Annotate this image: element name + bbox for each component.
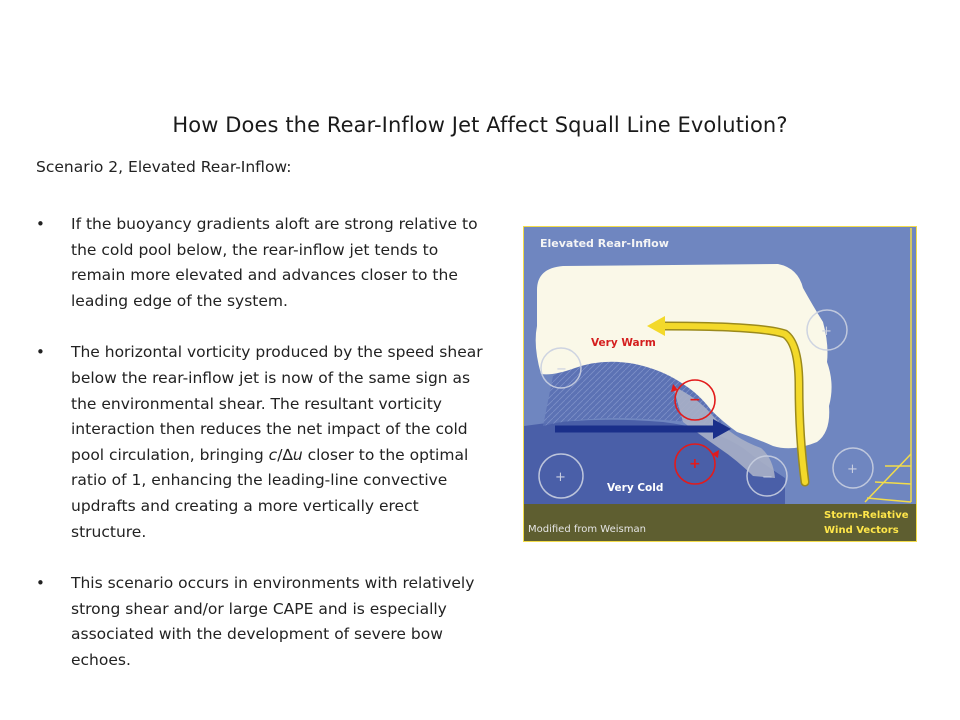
bullet-text: This scenario occurs in environments with relatively strong shear and/or large CAPE and is especially associated with the development of severe bow echoes.	[71, 574, 475, 669]
bullet-dot-icon: •	[36, 215, 45, 233]
bullet-item	[36, 340, 488, 545]
very-cold-label: Very Cold	[607, 482, 664, 494]
ratio-c: c	[268, 445, 278, 464]
bullet-dot-icon: •	[36, 574, 45, 593]
wind-vectors-label-line2: Wind Vectors	[824, 525, 899, 536]
diagram-title: Elevated Rear-Inflow	[540, 237, 669, 250]
gray-minus-sign: −	[762, 470, 773, 485]
bullet-list	[36, 212, 488, 700]
bullet-item	[36, 571, 488, 673]
gray-plus-sign: +	[821, 324, 832, 339]
page-title: How Does the Rear-Inflow Jet Affect Squall Line Evolution?	[172, 113, 788, 137]
diagram-svg	[523, 226, 917, 542]
ratio-delta: ∆	[282, 445, 293, 464]
ratio-u: u	[292, 445, 303, 464]
gray-plus-sign: +	[555, 470, 566, 485]
figure-credit: Modified from Weisman	[528, 524, 646, 535]
bullet-text	[71, 343, 483, 540]
bullet-text: If the buoyancy gradients aloft are strong relative to the cold pool below, the rear-inflow jet tends to remain more elevated and advances closer to the leading edge of the system.	[71, 215, 478, 310]
bullet-dot-icon: •	[36, 343, 45, 362]
ratio-slash: /	[277, 445, 283, 464]
very-warm-label: Very Warm	[591, 337, 656, 349]
bullet-text-part: The horizontal vorticity produced by the speed shear below the rear-inflow jet is now of the same sign as the environmental shear. The resultant vorticity interaction then reduces the net impact of the cold pool circulation, bringing	[71, 343, 483, 464]
bullet-text-part: closer to the optimal ratio of 1, enhancing the leading-line convective updrafts and creating a more vertically erect structure.	[71, 445, 469, 541]
bullet-item	[36, 212, 488, 314]
scenario-subtitle: Scenario 2, Elevated Rear-Inflow:	[36, 158, 292, 176]
rear-inflow-diagram	[523, 226, 917, 542]
wind-vectors-label-line1: Storm-Relative	[824, 510, 909, 521]
red-plus-sign: +	[689, 456, 701, 472]
gray-minus-sign: −	[556, 362, 567, 377]
red-minus-sign: −	[689, 392, 701, 408]
gray-plus-sign: +	[847, 462, 858, 477]
